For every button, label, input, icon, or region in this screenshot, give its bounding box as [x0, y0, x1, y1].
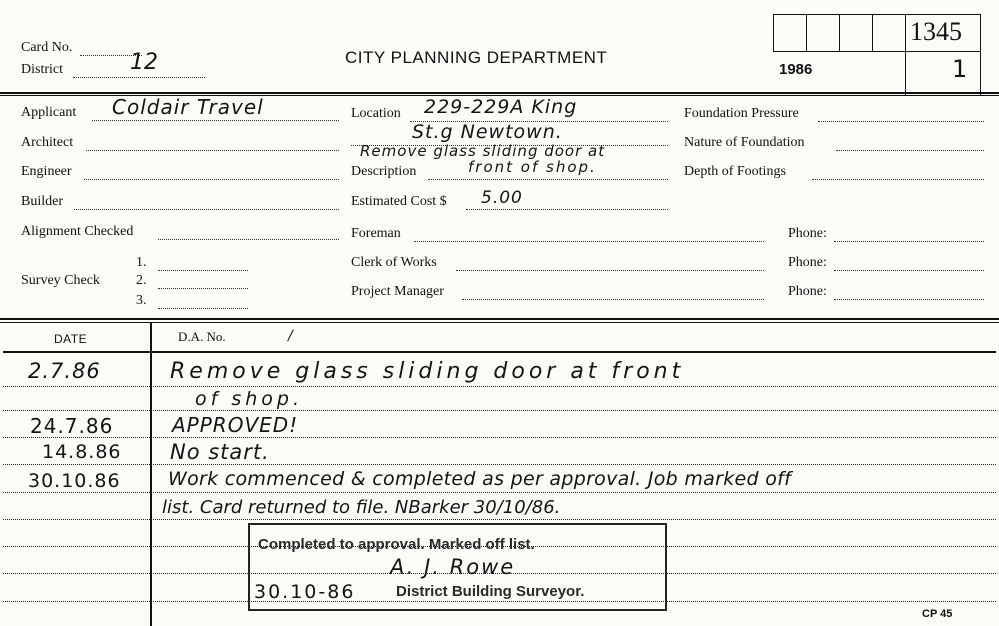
engineer-line [84, 179, 339, 180]
number-box [839, 14, 872, 52]
district-value: 12 [130, 50, 158, 75]
applicant-value: Coldair Travel [112, 95, 264, 119]
description-value-1: Remove glass sliding door at [360, 142, 606, 160]
log-row-line [3, 437, 996, 438]
district-label: District [21, 62, 63, 77]
phone-label-2: Phone: [788, 255, 827, 270]
header-divider [0, 92, 999, 94]
nature-of-foundation-label: Nature of Foundation [684, 135, 805, 150]
estimated-cost-label: Estimated Cost $ [351, 194, 447, 209]
description-label: Description [351, 164, 417, 179]
applicant-label: Applicant [21, 105, 77, 120]
foundation-pressure-label: Foundation Pressure [684, 106, 799, 121]
estimated-cost-value: 5.00 [481, 188, 523, 208]
clerk-of-works-line [456, 270, 764, 271]
project-manager-label: Project Manager [351, 284, 444, 299]
number-box-lower [905, 52, 981, 96]
foundation-pressure-line [818, 121, 984, 122]
log-entry-date: 2.7.86 [28, 359, 101, 383]
log-entry-text: of shop. [195, 388, 304, 410]
card-number-sub: 1 [952, 55, 968, 83]
architect-label: Architect [21, 135, 74, 150]
phone-line-1 [834, 241, 984, 242]
log-entry-text: APPROVED! [172, 413, 299, 437]
nature-of-foundation-line [836, 150, 984, 151]
description-line [428, 179, 668, 180]
stamp-surveyor-title: District Building Surveyor. [396, 583, 585, 600]
clerk-of-works-label: Clerk of Works [351, 255, 437, 270]
log-entry-date: 14.8.86 [42, 441, 122, 463]
stamp-signature: A. J. Rowe [390, 555, 516, 579]
location-label: Location [351, 106, 401, 121]
applicant-line [92, 120, 339, 121]
department-title: CITY PLANNING DEPARTMENT [345, 48, 608, 67]
survey-item-2: 2. [136, 273, 147, 288]
log-row-line [3, 492, 996, 493]
phone-line-2 [834, 270, 984, 271]
project-manager-line [462, 299, 764, 300]
log-entry-text: Remove glass sliding door at front [170, 359, 685, 384]
survey-line-3 [158, 308, 248, 309]
phone-line-3 [834, 299, 984, 300]
location-value-2: St.g Newtown. [412, 121, 563, 143]
depth-of-footings-line [812, 179, 984, 180]
builder-label: Builder [21, 194, 63, 209]
card-no-label: Card No. [21, 40, 73, 55]
survey-item-1: 1. [136, 255, 147, 270]
alignment-line [158, 239, 339, 240]
completion-stamp [248, 523, 667, 611]
log-entry-date: 24.7.86 [30, 414, 114, 438]
log-row-line [3, 464, 996, 465]
log-entry-text: Work commenced & completed as per approval. Job marked off [168, 468, 792, 490]
log-row-line [3, 410, 996, 411]
engineer-label: Engineer [21, 164, 72, 179]
date-column-divider [150, 323, 152, 626]
phone-label-3: Phone: [788, 284, 827, 299]
fields-divider [0, 318, 999, 320]
da-no-label: D.A. No. [178, 329, 226, 344]
stamp-completed-text: Completed to approval. Marked off list. [258, 536, 535, 553]
district-line [73, 77, 205, 78]
number-box [872, 14, 905, 52]
log-row-line [3, 386, 996, 387]
card-number: 1345 [910, 17, 962, 46]
foreman-label: Foreman [351, 226, 401, 241]
stamp-date: 30.10-86 [254, 581, 356, 603]
log-header-line [3, 351, 996, 353]
foreman-line [414, 241, 764, 242]
da-no-value: / [288, 328, 293, 344]
year: 1986 [779, 61, 813, 78]
date-header: DATE [54, 332, 88, 346]
number-box [806, 14, 839, 52]
estimated-cost-line [466, 209, 668, 210]
architect-line [86, 150, 339, 151]
form-code: CP 45 [922, 608, 953, 620]
depth-of-footings-label: Depth of Footings [684, 164, 786, 179]
survey-line-1 [158, 270, 248, 271]
log-row-line [3, 519, 996, 520]
location-value-1: 229-229A King [424, 96, 578, 118]
description-value-2: front of shop. [468, 158, 597, 176]
log-entry-text: No start. [170, 440, 270, 464]
builder-line [74, 209, 339, 210]
number-box [773, 14, 806, 52]
log-entry-date: 30.10.86 [28, 470, 121, 492]
log-entry-text: list. Card returned to file. NBarker 30/10/86. [162, 497, 561, 518]
alignment-checked-label: Alignment Checked [21, 224, 134, 239]
phone-label-1: Phone: [788, 226, 827, 241]
survey-check-label: Survey Check [21, 273, 100, 288]
survey-item-3: 3. [136, 293, 147, 308]
survey-line-2 [158, 288, 248, 289]
